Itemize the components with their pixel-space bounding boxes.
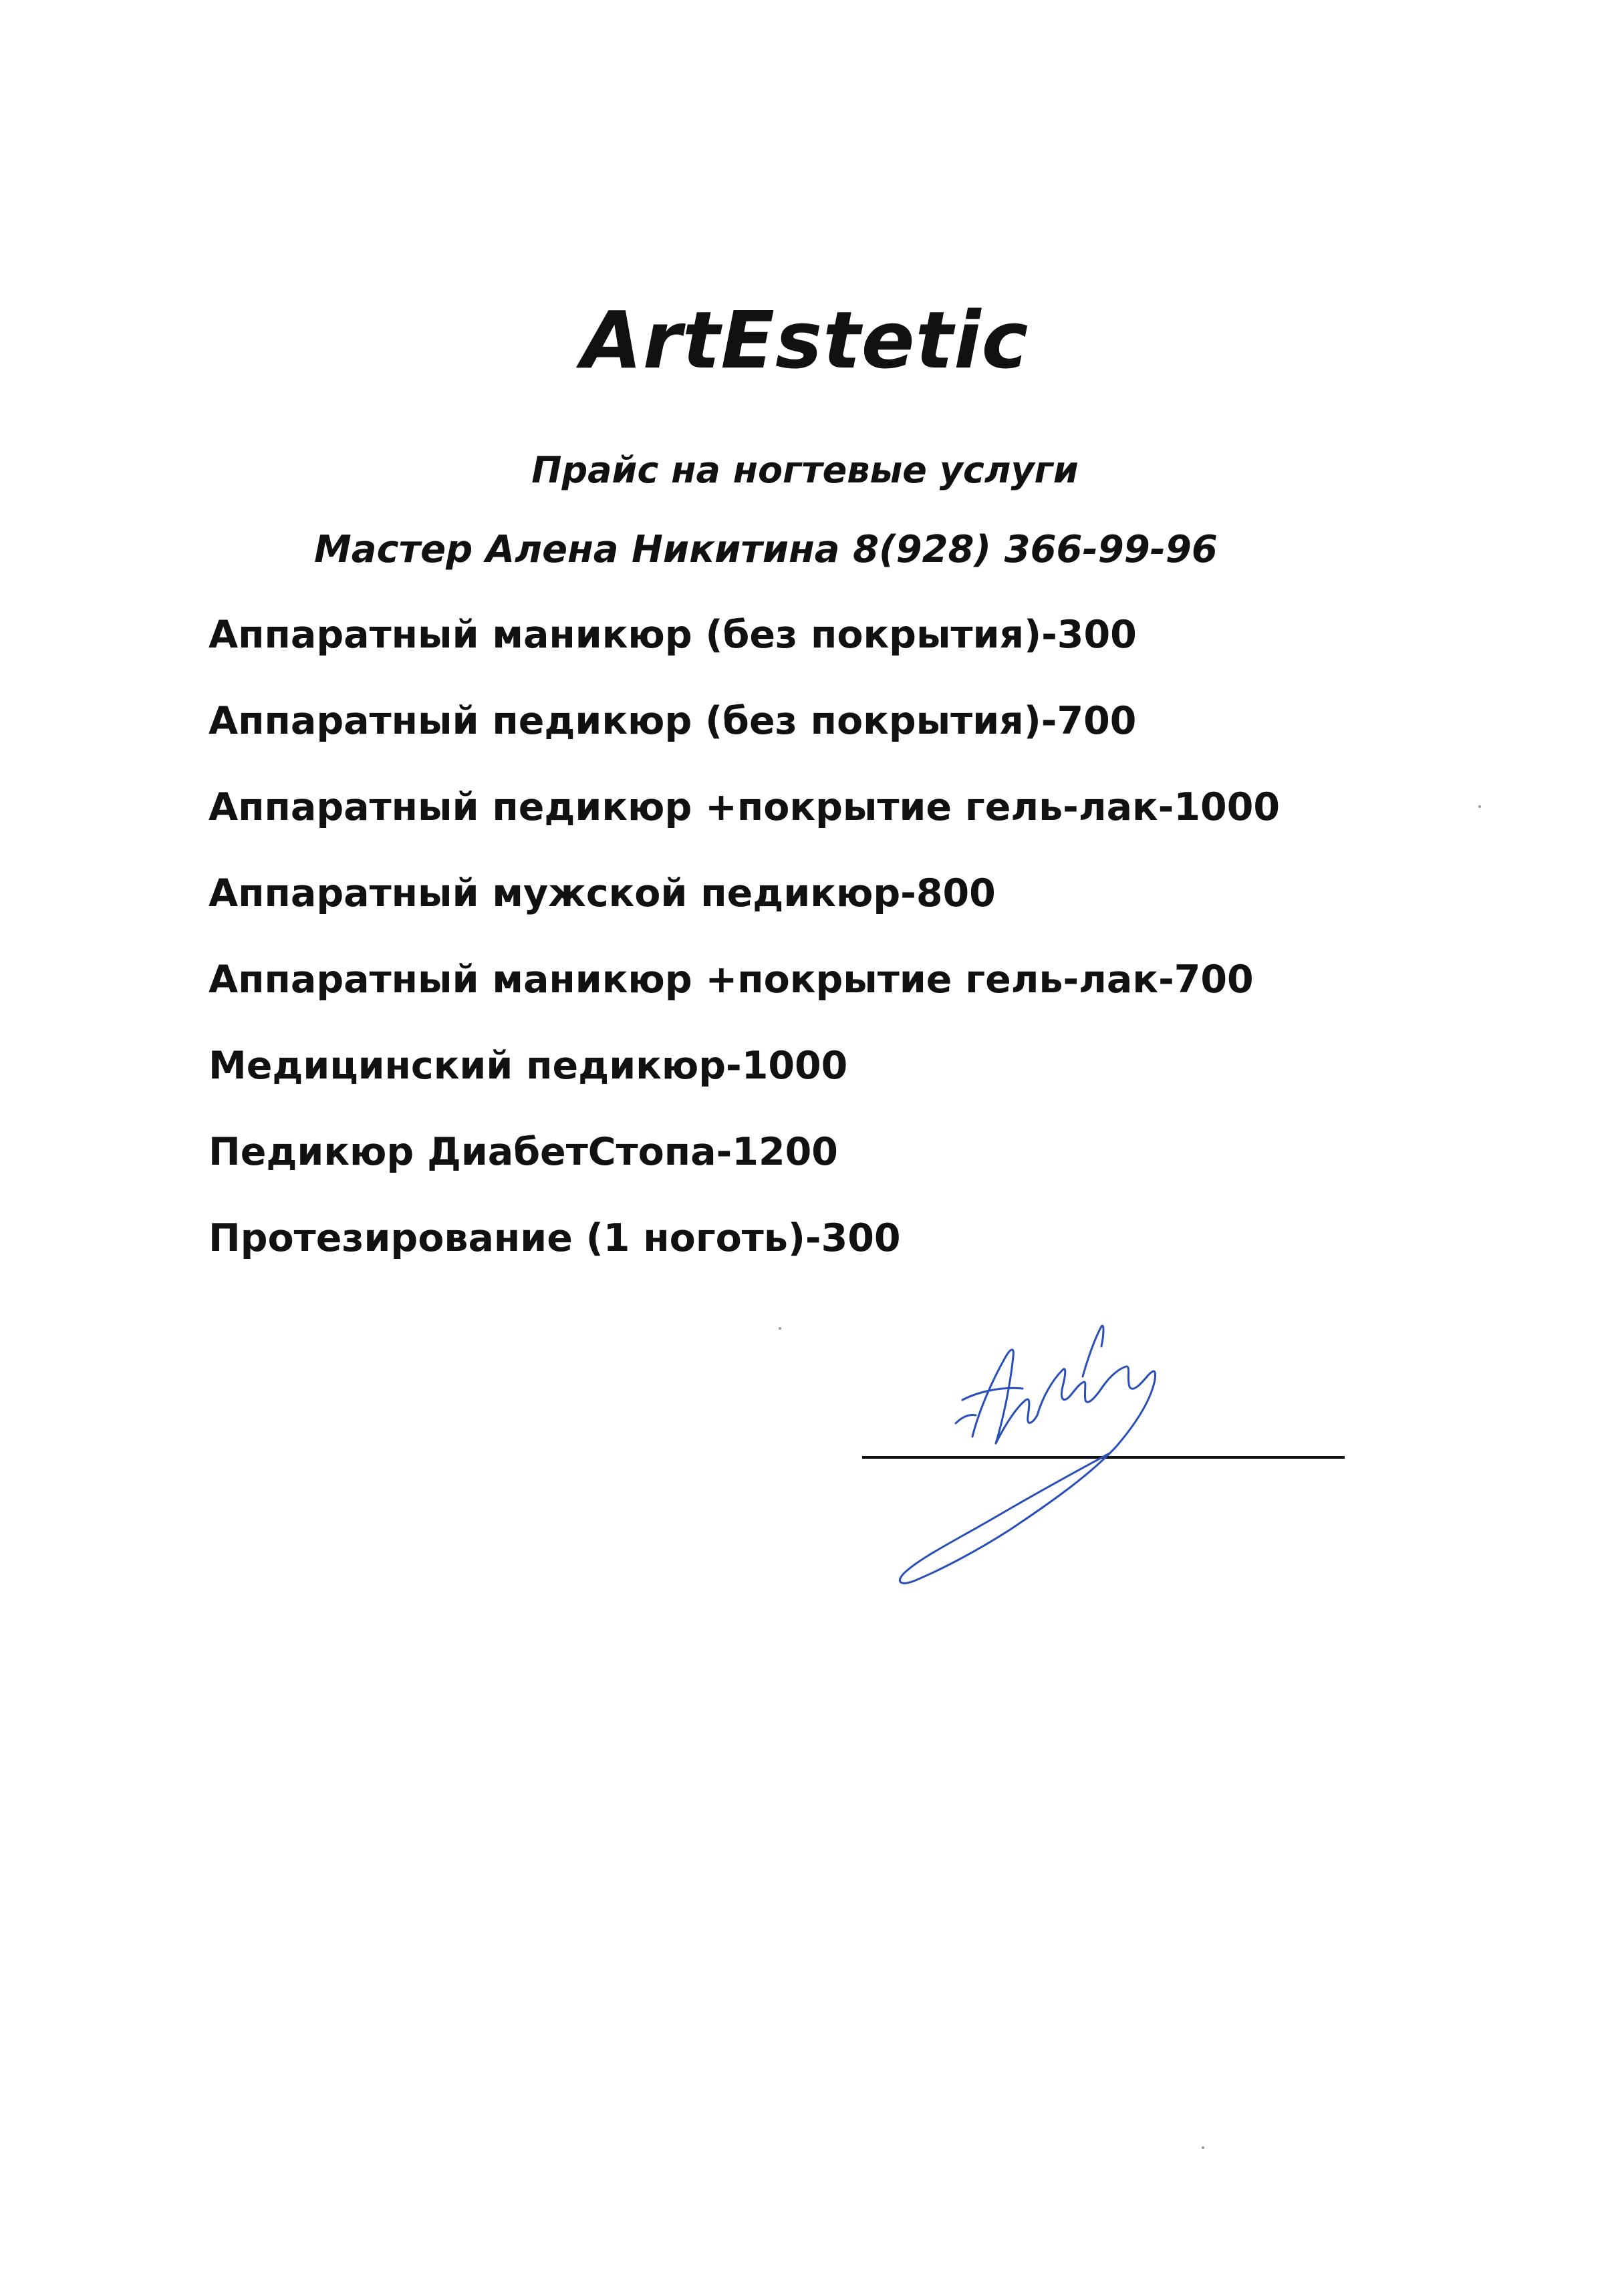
price-item: Аппаратный маникюр +покрытие гель-лак-700 (209, 958, 1254, 1002)
paper-speck (1202, 2146, 1204, 2149)
price-list (209, 611, 1280, 1301)
document-title: ArtEstetic (581, 294, 1029, 386)
price-item: Аппаратный мужской педикюр-800 (209, 871, 996, 915)
paper-speck (779, 1327, 781, 1330)
price-item: Педикюр ДиабетСтопа-1200 (209, 1130, 838, 1174)
price-item: Протезирование (1 ноготь)-300 (209, 1216, 901, 1260)
master-contact: Мастер Алена Никитина 8(928) 366-99-96 (314, 528, 1218, 571)
price-item: Медицинский педикюр-1000 (209, 1044, 848, 1088)
signature (862, 1316, 1363, 1610)
price-item: Аппаратный педикюр (без покрытия)-700 (209, 699, 1137, 743)
price-item: Аппаратный маникюр (без покрытия)-300 (209, 613, 1137, 657)
document-subtitle: Прайс на ногтевые услуги (531, 449, 1079, 491)
paper-speck (1478, 805, 1481, 808)
signature-handwriting (900, 1326, 1155, 1583)
price-item: Аппаратный педикюр +покрытие гель-лак-1000 (209, 785, 1281, 829)
